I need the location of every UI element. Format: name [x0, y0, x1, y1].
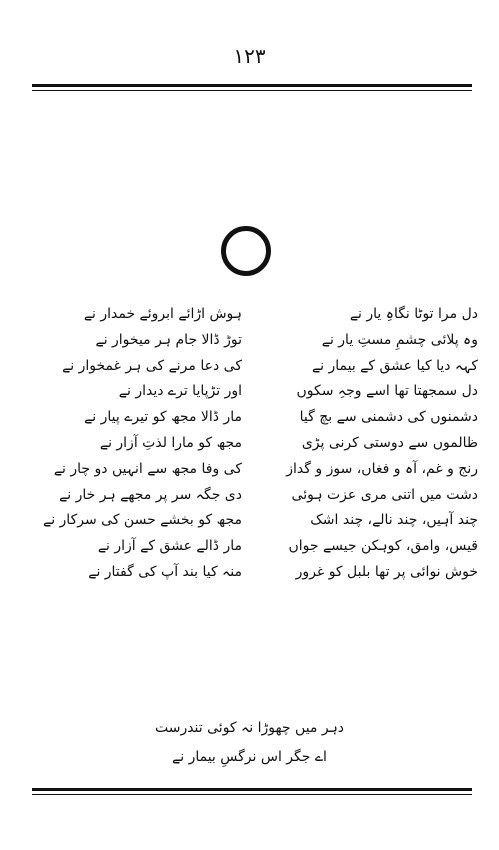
verse-line: دشمنوں کی دشمنی سے بچ گیا [299, 409, 478, 426]
verse-line: قیس، وامق، کوہکن جیسے جواں [288, 538, 478, 555]
verse-line: وہ پلائی چشمِ مستِ یار نے [321, 331, 478, 348]
header-rule [32, 84, 472, 91]
verse-column-left [32, 302, 242, 586]
closing-couplet [0, 714, 499, 772]
page-number: ۱۲۳ [233, 44, 266, 68]
verse-line: کہہ دیا کیا عشق کے بیمار نے [311, 357, 478, 374]
verse-line: مجھ کو بخشے حسن کی سرکار نے [43, 512, 242, 529]
verse-line: چند آہیں، چند نالے، چند اشک [310, 512, 478, 529]
closing-line: اے جگر اس نرگسِ بیمار نے [172, 749, 327, 765]
verse-line: توڑ ڈالا جام ہر میخوار نے [95, 331, 242, 348]
verse-line: دشت میں اتنی مری عزت ہوئی [291, 486, 478, 503]
verse-line: رنج و غم، آہ و فغاں، سوز و گداز [286, 460, 478, 477]
verse-line: دل مرا توٹا نگاہِ یار نے [349, 306, 478, 322]
closing-line: دہر میں چھوڑا نہ کوئی تندرست [154, 720, 345, 736]
verse-line: دل سمجھتا تھا اسے وجہِ سکوں [296, 383, 478, 400]
verse-line: ہوش اڑائے ابروئے خمدار نے [83, 306, 242, 322]
verse-line: کی دعا مرنے کی ہر غمخوار نے [62, 357, 242, 374]
circle-ornament-icon [221, 226, 271, 276]
verse-line: ظالموں سے دوستی کرنی پڑی [301, 434, 478, 451]
verse-line: مار ڈالا مجھ کو تیرے پیار نے [84, 409, 242, 426]
verse-line: منہ کیا بند آپ کی گفتار نے [88, 563, 242, 580]
verse-line: مجھ کو مارا لذتِ آزار نے [99, 434, 242, 451]
verse-line: اور تڑپایا ترے دیدار نے [118, 383, 242, 400]
verse-column-right [268, 302, 478, 586]
verse-line: کی وفا مجھ سے انہیں دو چار نے [53, 460, 242, 477]
verse-line: مار ڈالے عشق کے آزار نے [97, 538, 242, 555]
verse-line: دی جگہ سر پر مجھے ہر خار نے [59, 486, 242, 503]
footer-rule [32, 788, 472, 795]
verse-line: خوش نوائی پر تھا بلبل کو غرور [295, 563, 478, 580]
